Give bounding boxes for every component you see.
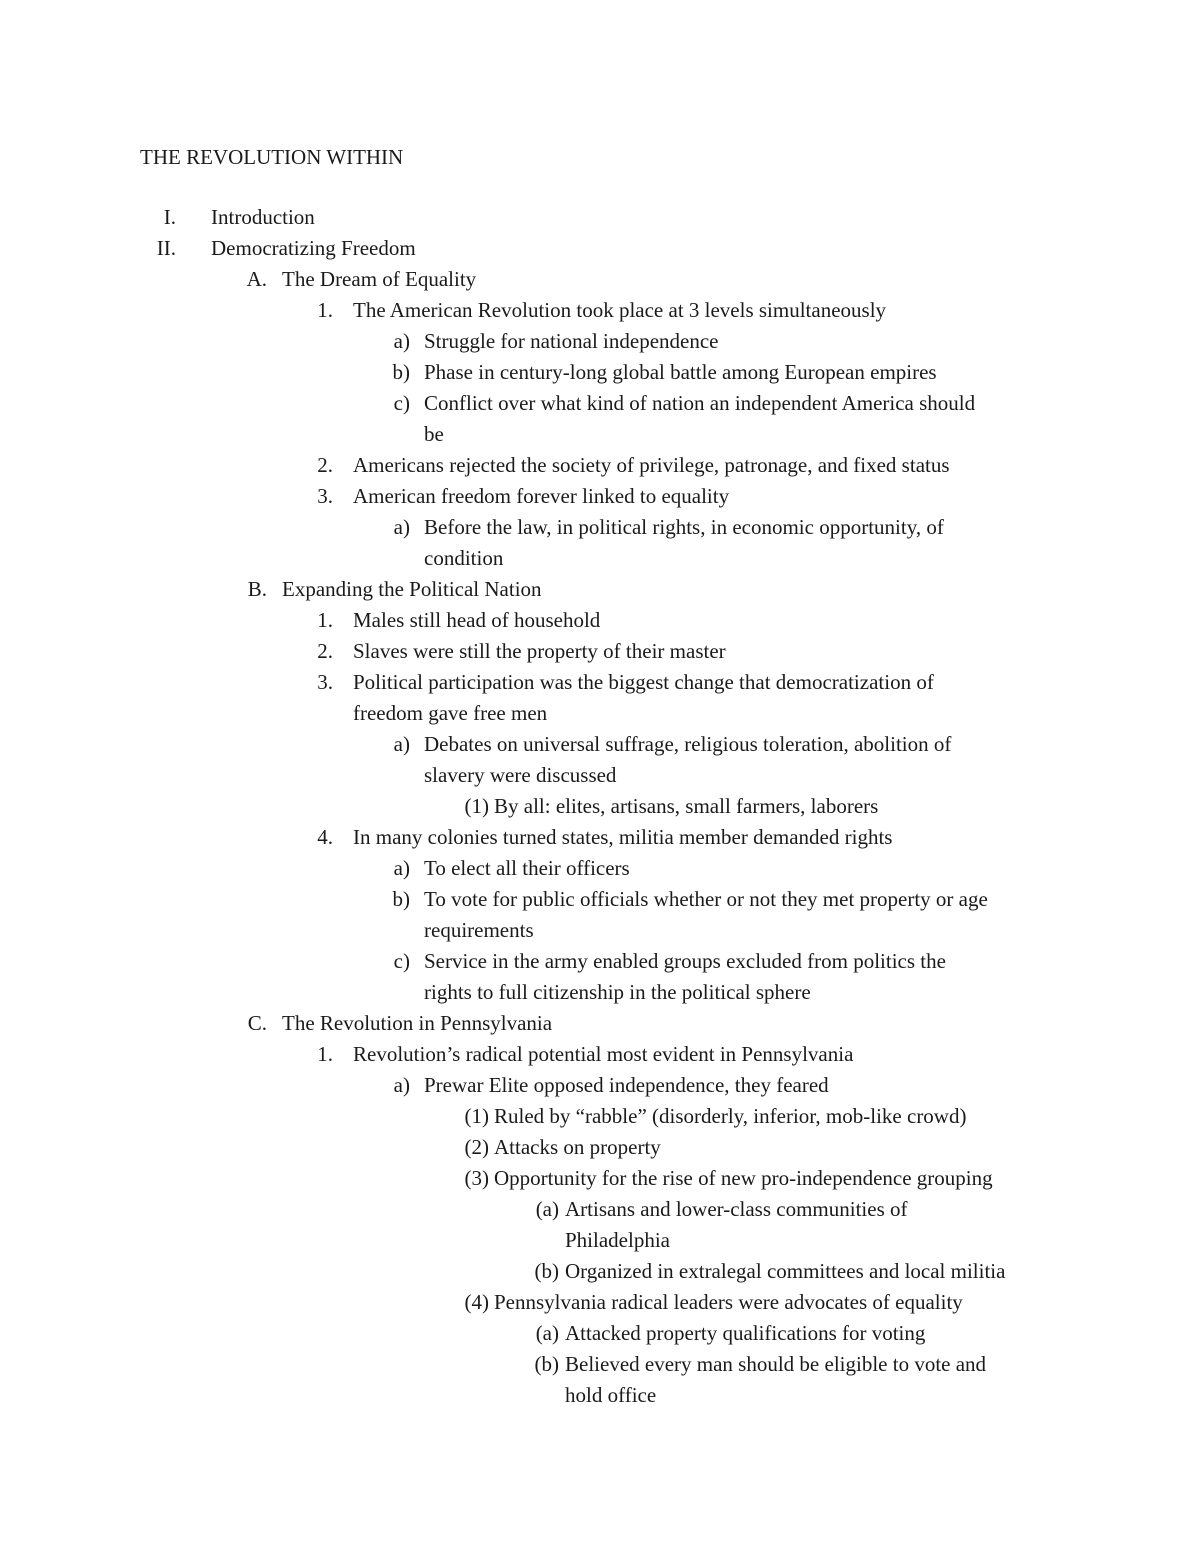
outline-text: Conflict over what kind of nation an independent America should xyxy=(424,391,976,415)
outline-marker: (1) xyxy=(464,794,489,818)
document-title: THE REVOLUTION WITHIN xyxy=(140,145,404,169)
outline-marker: (1) xyxy=(464,1104,489,1128)
outline-text: Expanding the Political Nation xyxy=(282,577,542,601)
outline-marker: C. xyxy=(247,1011,267,1035)
outline-item xyxy=(0,1132,1200,1163)
outline-item xyxy=(0,388,1200,419)
outline-text: Artisans and lower-class communities of xyxy=(565,1197,908,1221)
outline-text: rights to full citizenship in the political sphere xyxy=(424,980,811,1004)
outline-item-continuation xyxy=(0,698,1200,729)
outline-marker: a) xyxy=(393,515,410,539)
outline-item xyxy=(0,450,1200,481)
outline-marker: 1. xyxy=(317,298,333,322)
outline-text: Struggle for national independence xyxy=(424,329,719,353)
outline-item xyxy=(0,1194,1200,1225)
outline-item-continuation xyxy=(0,1380,1200,1411)
outline-marker: (3) xyxy=(464,1166,489,1190)
outline-text: Pennsylvania radical leaders were advocates of equality xyxy=(494,1290,963,1314)
outline-text: To vote for public officials whether or not they met property or age xyxy=(424,887,988,911)
outline-text: condition xyxy=(424,546,504,570)
outline-item xyxy=(0,1101,1200,1132)
outline-text: Service in the army enabled groups excluded from politics the xyxy=(424,949,946,973)
outline-marker: (2) xyxy=(464,1135,489,1159)
outline-text: be xyxy=(424,422,444,446)
outline-marker: a) xyxy=(393,732,410,756)
outline-marker: a) xyxy=(393,329,410,353)
outline-text: Opportunity for the rise of new pro-independence grouping xyxy=(494,1166,993,1190)
outline-text: Before the law, in political rights, in economic opportunity, of xyxy=(424,515,944,539)
outline-item xyxy=(0,357,1200,388)
outline-text: To elect all their officers xyxy=(424,856,630,880)
outline-marker: (4) xyxy=(464,1290,489,1314)
outline-item xyxy=(0,791,1200,822)
outline-item xyxy=(0,512,1200,543)
outline-item xyxy=(0,853,1200,884)
outline-text: Debates on universal suffrage, religious toleration, abolition of xyxy=(424,732,952,756)
outline-text: slavery were discussed xyxy=(424,763,617,787)
outline-text: The American Revolution took place at 3 levels simultaneously xyxy=(353,298,887,322)
outline-item xyxy=(0,667,1200,698)
outline-marker: c) xyxy=(393,391,410,415)
outline-text: Organized in extralegal committees and local militia xyxy=(565,1259,1006,1283)
outline-marker: 1. xyxy=(317,1042,333,1066)
outline-item xyxy=(0,1039,1200,1070)
outline-text: American freedom forever linked to equality xyxy=(353,484,730,508)
outline-item xyxy=(0,729,1200,760)
outline-text: Attacks on property xyxy=(494,1135,661,1159)
outline-text: Democratizing Freedom xyxy=(211,236,416,260)
outline-text: Believed every man should be eligible to vote and xyxy=(565,1352,987,1376)
outline-item xyxy=(0,822,1200,853)
outline-item-continuation xyxy=(0,1225,1200,1256)
outline-item xyxy=(0,946,1200,977)
outline-marker: II. xyxy=(156,236,176,260)
outline-marker: c) xyxy=(393,949,410,973)
outline-text: By all: elites, artisans, small farmers, laborers xyxy=(494,794,879,818)
outline-item xyxy=(0,636,1200,667)
outline-text: Attacked property qualifications for voting xyxy=(565,1321,926,1345)
outline-marker: 2. xyxy=(317,639,333,663)
outline-marker: 2. xyxy=(317,453,333,477)
outline-item xyxy=(0,884,1200,915)
outline-item-continuation xyxy=(0,760,1200,791)
outline-text: Prewar Elite opposed independence, they feared xyxy=(424,1073,829,1097)
outline-item xyxy=(0,326,1200,357)
outline-item xyxy=(0,1349,1200,1380)
outline-marker: I. xyxy=(163,205,176,229)
outline-item xyxy=(0,1070,1200,1101)
outline-text: Males still head of household xyxy=(353,608,601,632)
outline-marker: a) xyxy=(393,856,410,880)
outline-marker: 1. xyxy=(317,608,333,632)
outline-list xyxy=(0,202,1200,1411)
outline-text: requirements xyxy=(424,918,534,942)
outline-marker: B. xyxy=(247,577,267,601)
outline-text: hold office xyxy=(565,1383,657,1407)
outline-text: Slaves were still the property of their master xyxy=(353,639,726,663)
outline-item xyxy=(0,1163,1200,1194)
outline-marker: (b) xyxy=(534,1352,559,1376)
outline-item xyxy=(0,264,1200,295)
outline-marker: b) xyxy=(392,887,410,911)
outline-item-continuation xyxy=(0,543,1200,574)
outline-item xyxy=(0,295,1200,326)
outline-text: Introduction xyxy=(211,205,315,229)
outline-text: Philadelphia xyxy=(565,1228,670,1252)
outline-text: Phase in century-long global battle among European empires xyxy=(424,360,937,384)
outline-text: Ruled by “rabble” (disorderly, inferior, mob-like crowd) xyxy=(494,1104,967,1128)
outline-item xyxy=(0,574,1200,605)
outline-marker: 3. xyxy=(317,670,333,694)
outline-item xyxy=(0,233,1200,264)
outline-item xyxy=(0,1318,1200,1349)
outline-text: The Dream of Equality xyxy=(282,267,477,291)
outline-text: In many colonies turned states, militia member demanded rights xyxy=(353,825,893,849)
outline-text: Revolution’s radical potential most evident in Pennsylvania xyxy=(353,1042,854,1066)
outline-marker: a) xyxy=(393,1073,410,1097)
outline-item xyxy=(0,1256,1200,1287)
outline-item xyxy=(0,1008,1200,1039)
outline-text: Americans rejected the society of privilege, patronage, and fixed status xyxy=(353,453,950,477)
outline-item xyxy=(0,202,1200,233)
outline-text: freedom gave free men xyxy=(353,701,548,725)
outline-text: Political participation was the biggest change that democratization of xyxy=(353,670,934,694)
outline-item xyxy=(0,481,1200,512)
outline-marker: (a) xyxy=(535,1197,559,1221)
outline-item xyxy=(0,605,1200,636)
outline-marker: b) xyxy=(392,360,410,384)
outline-item xyxy=(0,1287,1200,1318)
outline-marker: (a) xyxy=(535,1321,559,1345)
outline-item-continuation xyxy=(0,915,1200,946)
outline-marker: (b) xyxy=(534,1259,559,1283)
outline-marker: 3. xyxy=(317,484,333,508)
outline-item-continuation xyxy=(0,977,1200,1008)
outline-marker: 4. xyxy=(317,825,333,849)
outline-text: The Revolution in Pennsylvania xyxy=(282,1011,553,1035)
outline-marker: A. xyxy=(246,267,267,291)
outline-item-continuation xyxy=(0,419,1200,450)
